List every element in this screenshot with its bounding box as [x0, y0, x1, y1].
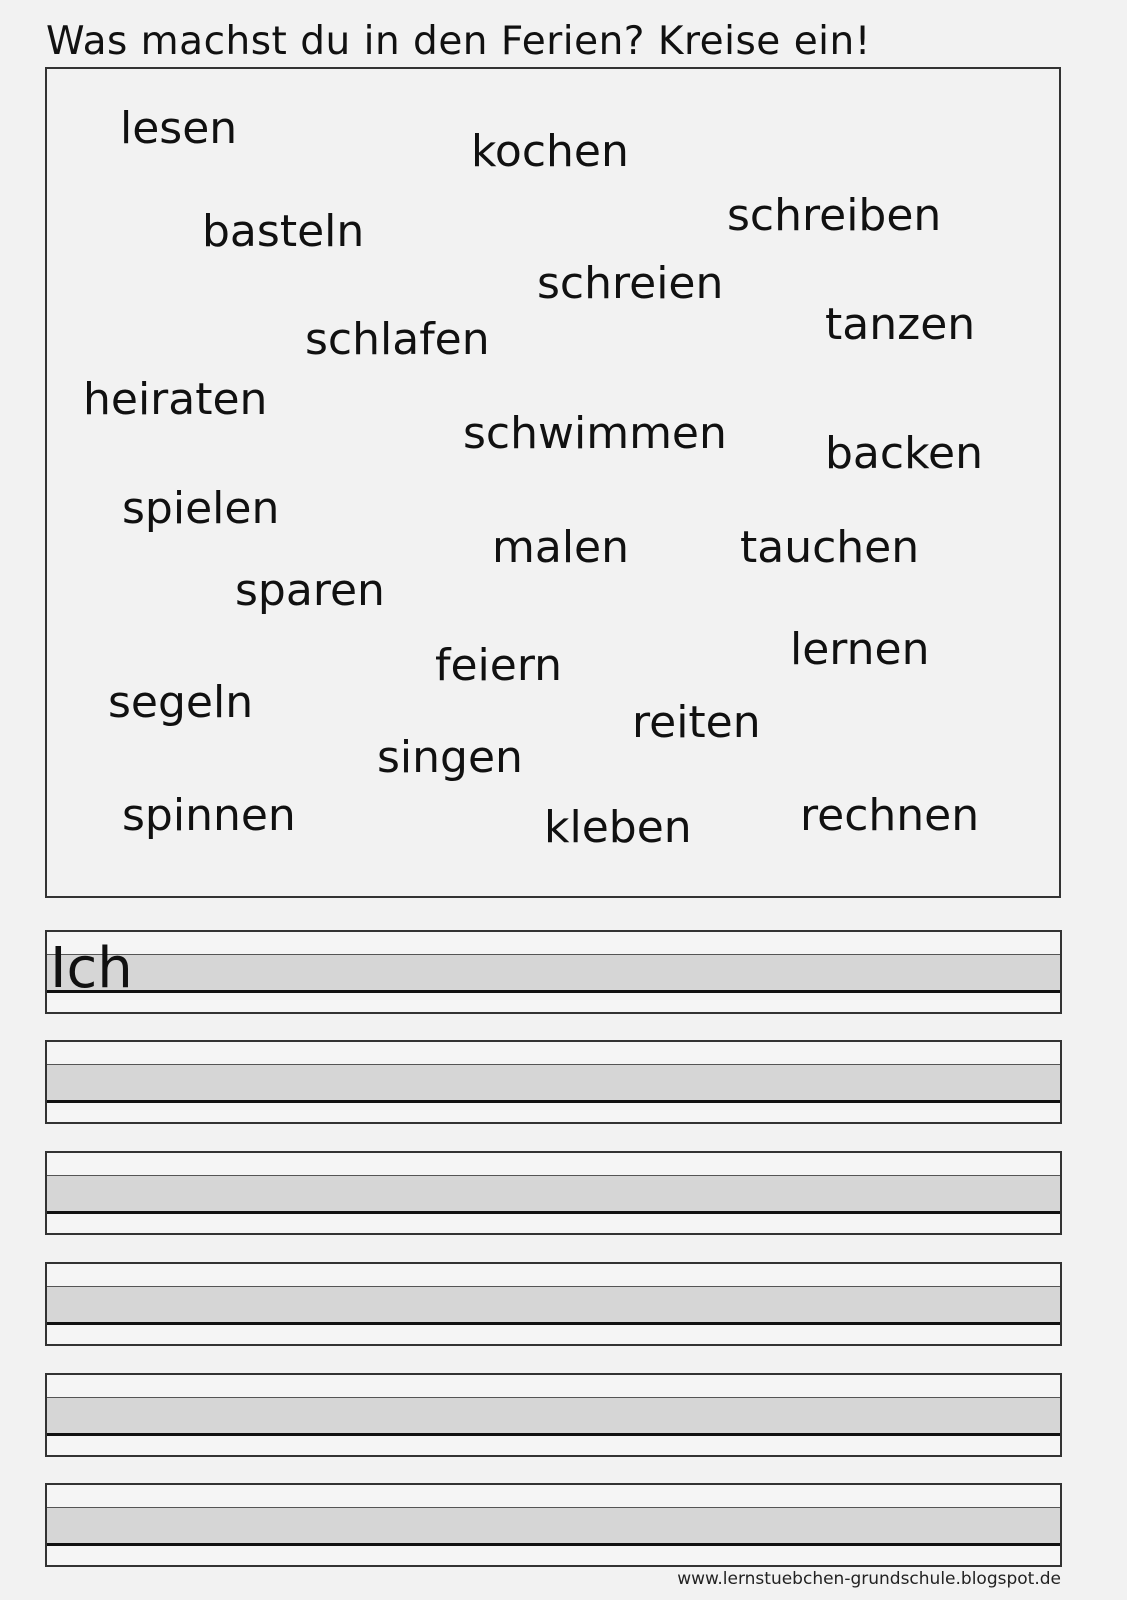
word-item[interactable]: kochen: [471, 126, 629, 177]
word-item[interactable]: malen: [492, 522, 630, 573]
word-item[interactable]: spinnen: [122, 790, 296, 841]
worksheet-title: Was machst du in den Ferien? Kreise ein!: [46, 19, 871, 64]
word-item[interactable]: spielen: [122, 483, 280, 534]
writing-band: [47, 1064, 1060, 1103]
word-item[interactable]: schlafen: [305, 314, 490, 365]
word-item[interactable]: schwimmen: [463, 408, 727, 459]
writing-band: [47, 1175, 1060, 1214]
word-item[interactable]: lesen: [120, 103, 238, 154]
word-item[interactable]: segeln: [108, 677, 254, 728]
word-item[interactable]: tauchen: [740, 522, 920, 573]
word-item[interactable]: tanzen: [825, 299, 976, 350]
word-item[interactable]: basteln: [202, 206, 365, 257]
writing-line-6[interactable]: [45, 1483, 1062, 1567]
word-item[interactable]: feiern: [435, 640, 563, 691]
word-item[interactable]: rechnen: [800, 790, 980, 841]
word-item[interactable]: heiraten: [83, 374, 268, 425]
footer-url: www.lernstuebchen-grundschule.blogspot.de: [677, 1569, 1061, 1589]
writing-band: [47, 954, 1060, 993]
writing-line-4[interactable]: [45, 1262, 1062, 1346]
word-item[interactable]: schreien: [537, 258, 724, 309]
writing-band: [47, 1507, 1060, 1546]
word-item[interactable]: backen: [825, 428, 983, 479]
writing-line-2[interactable]: [45, 1040, 1062, 1124]
writing-band: [47, 1286, 1060, 1325]
writing-band: [47, 1397, 1060, 1436]
word-item[interactable]: lernen: [790, 624, 930, 675]
word-item[interactable]: sparen: [235, 565, 385, 616]
word-box: [45, 67, 1061, 898]
writing-line-5[interactable]: [45, 1373, 1062, 1457]
word-item[interactable]: kleben: [544, 802, 692, 853]
word-item[interactable]: singen: [377, 732, 523, 783]
word-item[interactable]: schreiben: [727, 190, 942, 241]
writing-start-text: Ich: [50, 936, 133, 1001]
writing-line-1[interactable]: [45, 930, 1062, 1014]
word-item[interactable]: reiten: [632, 697, 761, 748]
writing-line-3[interactable]: [45, 1151, 1062, 1235]
